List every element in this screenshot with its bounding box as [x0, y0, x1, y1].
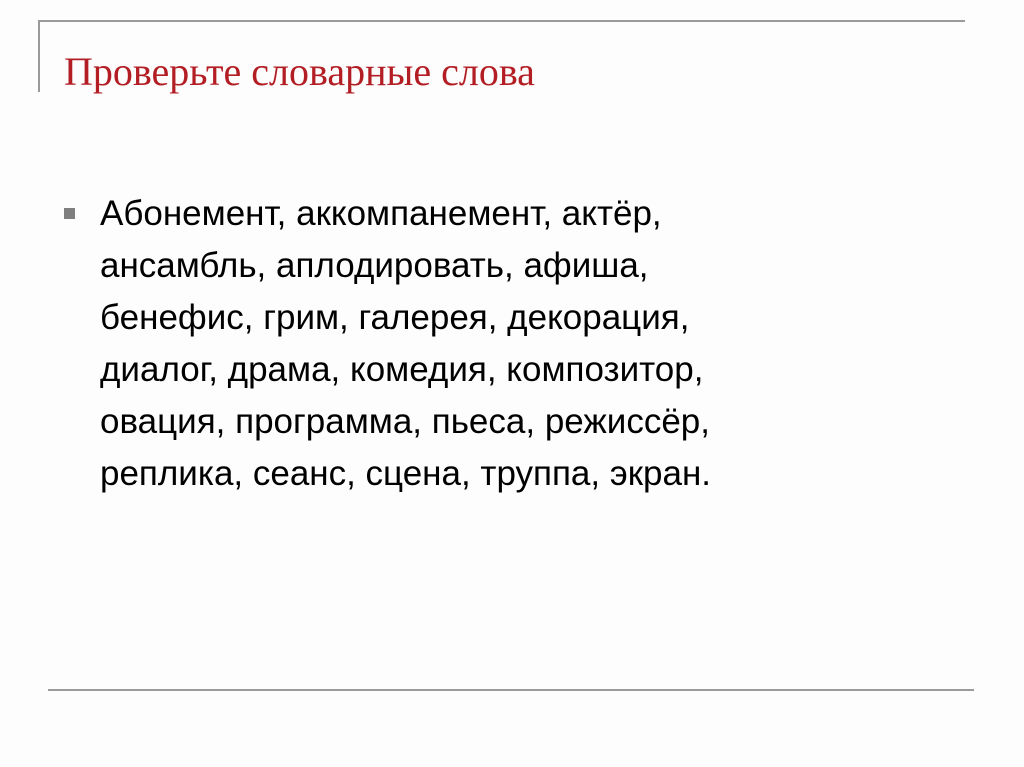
- bullet-text-line: диалог, драма, комедия, композитор,: [100, 350, 704, 389]
- bullet-text-line: ансамбль, аплодировать, афиша,: [100, 246, 649, 285]
- top-divider-line: [38, 20, 965, 22]
- bottom-divider-line: [48, 689, 974, 691]
- bullet-text: [100, 188, 880, 500]
- bullet-text-line: овация, программа, пьеса, режиссёр,: [100, 402, 710, 441]
- square-bullet-icon: [64, 208, 75, 219]
- bullet-text-line: Абонемент, аккомпанемент, актёр,: [100, 194, 662, 233]
- slide-title: Проверьте словарные слова: [64, 49, 535, 94]
- bullet-text-line: реплика, сеанс, сцена, труппа, экран.: [100, 454, 711, 493]
- left-divider-line: [38, 20, 40, 92]
- bullet-text-line: бенефис, грим, галерея, декорация,: [100, 298, 690, 337]
